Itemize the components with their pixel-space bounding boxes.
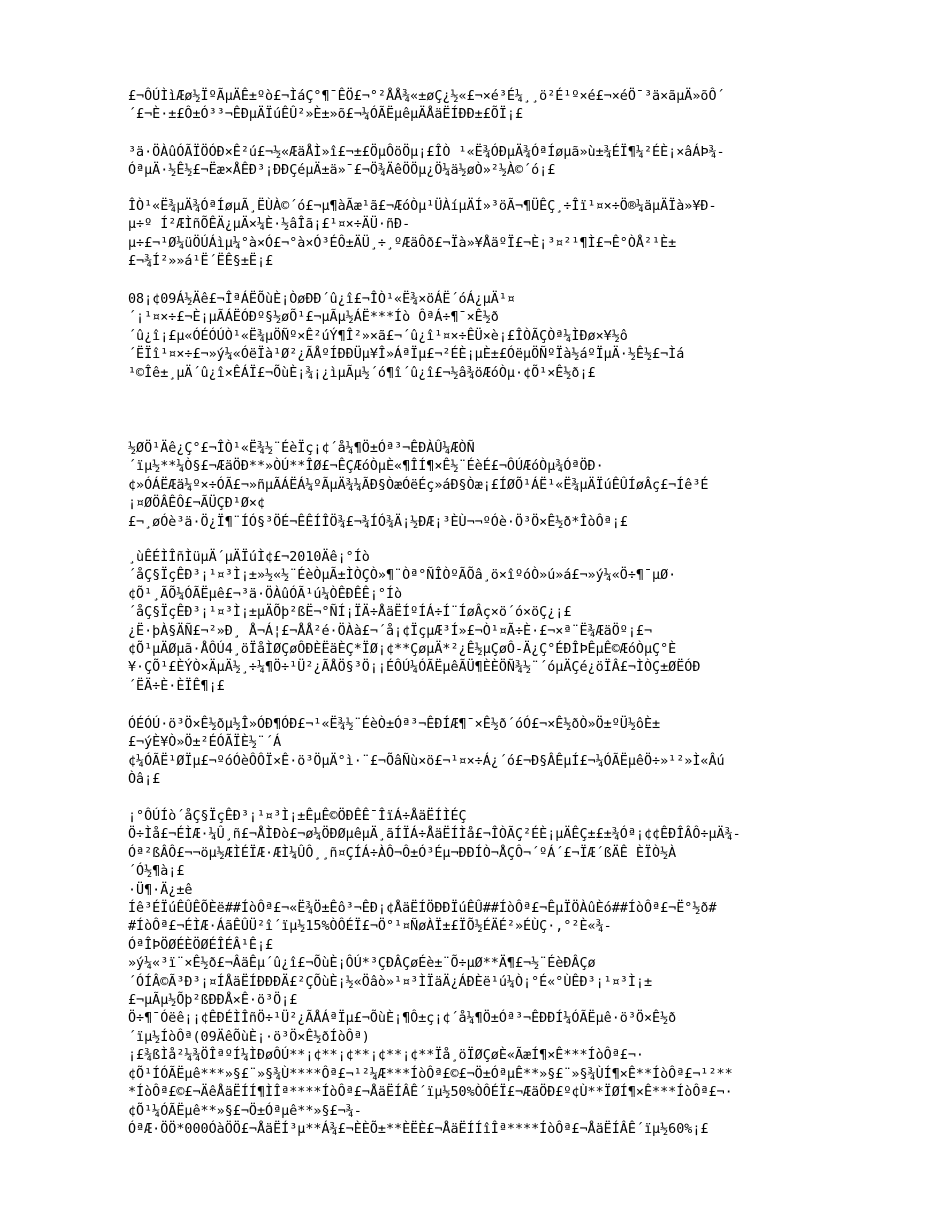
text-line: ÓªÎÞÖØÉÈÖØÉÎÉÂ¹Ê¡£ — [128, 937, 274, 953]
text-line: ´ËÄ÷È·ÈÏÊ¶¡£ — [128, 678, 225, 694]
text-line: #ÍòÔª£¬ÉÌÆ·ÁãÊÛÜ²î´ïµ½15%ÒÔÉÏ£¬Ö°¹¤ÑøÀÏ±£ÏÕ½ÉÄÉ²»ÉÙÇ·,°²È«¾- — [128, 919, 612, 935]
text-line: Ö÷Ìå£¬ÉÌÆ·¼Û¸ñ£¬ÅÌÐò£¬ø¼ÖÐØµêµÄ¸ãÍÏÁ÷ÅäËÍÌå£¬ÎÒÃÇ²ÉÈ¡µÄÊÇ±£±¾Óª¡¢¢ÊÐÎÂÔ÷µÄ¾- — [128, 827, 741, 843]
text-line: ³ä·ÖÀûÓÃÏÖÓÐ×Ê²ú£¬½«ÆäÅÌ»î£¬±£ÖµÔöÖµ¡£ÎÒ ¹«Ë¾ÓÐµÄ¾ÓªÍøµã»ù±¾ÉÏ¶¼²ÉÈ¡×âÁÞ¾- — [128, 145, 725, 160]
text-line: ¹©Îê±¸µÄ´û¿î×ÊÁÏ£¬ÕùÈ¡¾¡¿ìµÃµ½´ó¶î´û¿î£¬½â¾öÆóÒµ·¢Õ¹×Ê½ð¡£ — [128, 365, 596, 381]
paragraph-4 — [128, 291, 868, 383]
text-line: ¡°ÔÚÍò´åÇ§ÏçÊÐ³¡¹¤³Ì¡±ÊµÊ©ÖÐÊÊ¯ÎïÁ÷ÅäËÍÌÉÇ — [128, 809, 467, 824]
paragraph-7 — [128, 716, 868, 790]
text-line: ¢Õ¹¼ÓÃËµê**»§£¬Ö±Óªµê**»§£¬¾- — [128, 1103, 362, 1119]
text-line: £¬¾Í²»»á¹Ë´ËÊ§±Ë¡£ — [128, 254, 274, 270]
text-line: ´Ó½¶à¡£ — [128, 864, 185, 880]
text-line: µ÷£¬¹Ø¼üÖÚÁìµ¼°à×Ó£¬°à×Ó³ÉÔ±ÄÜ¸÷¸ºÆäÔð£¬Ïà»¥ÅäºÏ£¬È¡³¤²¹¶Ì£¬Ê°ÒÅ²¹È± — [128, 235, 677, 251]
text-line: ´ËÏî¹¤×÷£¬»ý¼«ÓëÏà¹Ø²¿ÃÅºÍÐÐÜµ¥Î»ÁªÏµ£¬²ÉÈ¡µÈ±£ÓëµÖÑºÏà½áºÏµÄ·½Ê½£¬Ìá — [128, 347, 685, 363]
text-line: ÓªµÄ·½Ê½£¬Ëæ×ÅÊÐ³¡ÐÐÇéµÄ±ä»¯£¬Ö¾ÄêÖÖµ¿Ö¼ä½øÒ»²½À©´ó¡£ — [128, 163, 556, 179]
text-line: £¬ýÈ¥Ò»Ö±²ÉÓÃÏÈ½¨´Á — [128, 735, 282, 751]
text-line: ¢Õ¹¸ÃÕ¼ÓÃËµê£¬³ä·ÖÀûÓÃ¹ú¼ÒÊÐÊÊ¡°Íò — [128, 586, 403, 602]
text-line: ´û¿î¡£µ«ÓÉÓÚÒ¹«Ë¾µÖÑº×Ê²úÝ¶Î²»×ã£¬´û¿î¹¤×÷ÊÜ×è¡£ÎÒÃÇÒª¼ÌÐø×¥½ô — [128, 328, 628, 344]
text-line: ¢Õ¹µÄØµã·ÅÔÚ4¸öÏåÌØÇøÔÐÈËäÈÇ*ÏØ¡¢**ÇøµÄ*²¿Ê½µÇøÔ-Ä¿Ç°ÉÐÎÞÊµÊ©ÆóÒµÇ°È — [128, 642, 677, 658]
paragraph-5 — [128, 440, 868, 532]
paragraph-1 — [128, 88, 868, 125]
text-line: £¬µÃµ½Õþ²ßÐÐÅ×Ê·ö³Ö¡£ — [128, 993, 298, 1009]
text-line: ´åÇ§ÏçÊÐ³¡¹¤³Ì¡±»½«½¨ÉèÒµÃ±ÌÒÇÒ»¶¨Òª°ÑÎÒºÃÕâ¸ö×îºóÒ»ú»á£¬»ý¼«Ö÷¶¯µØ· — [128, 568, 677, 584]
text-line: Ö÷¶¯Óëê¡¡¢ÊÐÉÌÎñÖ÷¹Ü²¿ÃÅÁªÏµ£¬ÕùÈ¡¶Ô±ç¡¢´å¼¶Ö±Óª³¬ÊÐÐÍ¼ÓÃËµê·ö³Ö×Ê½ð — [128, 1011, 677, 1027]
text-line: Óª²ßÂÔ£¬¬öµ½ÆÌÉÏÆ·ÆÌ¼ÛÔ¸¸ñ¤ÇÍÁ÷ÀÔ¬Ô±Ó³Éµ¬ÐÐÍÒ¬ÅÇÔ¬´ºÁ´£¬ÏÆ´ßÄÊ ÈÏÒ½À — [128, 845, 677, 861]
paragraph-8 — [128, 808, 868, 1139]
text-line: ÎÒ¹«Ë¾µÄ¾ÓªÍøµÃ¸ËÙÀ©´ó£¬µ¶àÃæ¹ã£¬ÆóÒµ¹ÜÀíµÄÍ»³öÃ¬¶ÜÊÇ¸÷Îï¹¤×÷Ö®¼äµÄÏà»¥Ð- — [128, 199, 717, 214]
text-line: ´¡¹¤×÷£¬È¡µÃÁËÓÐº§½øÕ¹£¬µÃµ½ÁË***Íò ÔªÁ÷¶¯×Ê½ð — [128, 310, 499, 326]
text-line: ´ïµ½ÍòÔª(09ÄêÕùÈ¡·ö³Ö×Ê½ðÍòÔª) — [128, 1029, 370, 1045]
text-line: 08¡¢09Á½Äê£¬ÎªÁËÕùÈ¡ÒøÐÐ´û¿î£¬ÎÒ¹«Ë¾×öÁË´óÁ¿µÄ¹¤ — [128, 292, 515, 307]
text-line: ¸ùÊÉÌÎñÌüµÄ´µÄÏúÌ¢£¬2010Äê¡°Íò — [128, 550, 370, 565]
text-line: £¬¸øÓè³ä·Ö¿Ï¶¨ÍÓ§³ÖÉ¬ÊÊÍÎÖ¾£¬¾ÍÓ¾Ä¡½ÐÆ¡³ÈÙ¬¬ºÓè·Ö³Ö×Ê½ð*ÎòÔª¡£ — [128, 514, 628, 530]
text-line: Òâ¡£ — [128, 772, 161, 788]
text-line: »ý¼«³ï¨×Ê½ð£¬ÂäÊµ´û¿î£¬ÕùÈ¡ÔÚ*³ÇÐÂÇøÉè±¨Õ÷µØ**Ä¶£¬½¨ÉèÐÂÇø — [128, 956, 596, 972]
text-line: ´ïµ½**¼Ò§£¬ÆäÖÐ**»ÒÚ**ÎØ£¬ÊÇÆóÒµÈ«¶ÎÍ¶×Ê½¨ÉèÉ£¬ÔÚÆóÒµ¾ÓªÖÐ· — [128, 459, 604, 475]
text-line: ·Ü¶·Ä¿±ê — [128, 882, 193, 898]
text-line: ÓÉÓÚ·ö³Ö×Ê½ðµ½Î»ÓÐ¶ÓÐ£¬¹«Ë¾½¨ÉèÒ±Óª³¬ÊÐÍÆ¶¯×Ê½ð´óÓ£¬×Ê½ðÒ»Ö±ºÜ½ôÈ± — [128, 717, 661, 732]
text-line: ´åÇ§ÏçÊÐ³¡¹¤³Ì¡±µÄÕþ²ßË¬°ÑÍ¡ÏÄ÷ÅäËÍºÍÁ÷Í¨ÍøÂç×ö´ó×öÇ¿¡£ — [128, 605, 572, 621]
text-line: ÓªÆ·ÖÖ*000ÓàÖÖ£¬ÅäËÍ³µ**Á¾£¬ÈÈÕ±**ÈËÈ£¬ÅäËÍÍîÎª****ÍòÔª£¬ÅäËÍÂÊ´ïµ½60%¡£ — [128, 1121, 709, 1137]
text-line: Íê³ÉÏúÊÛÊÕÈë##ÍòÔª£¬«Ë¾Ö±Êô³¬ÊÐ¡¢ÅäËÍÖÐÐÏúÊÛ##ÍòÔª£¬ÊµÏÖÀûÈó##ÍòÔª£¬Ë°½ð# — [128, 901, 717, 917]
text-line: ¡¤ØÖÂÊÔ£¬ÃÜÇÐ¹Ø×¢ — [128, 496, 266, 512]
text-line: ¿Ë·þÀ§ÄÑ£¬²»Ð¸ Å¬Á¦£¬ÅÅ²é·ÖÀà£¬´å¡¢ÏçµÆ³Í»£¬Ò¹¤Ã÷È·£¬×ª¨Ë¾ÆäÖº¡£¬ — [128, 623, 653, 639]
paragraph-6 — [128, 549, 868, 696]
text-line: ¢Õ¹ÍÓÃËµê***»§£¨»§¾Ù****Ôª£¬¹²¼Æ***ÍòÔª£©£¬Ö±ÓªµÊ**»§£¨»§¾ÙÍ¶×Ê**ÍòÔª£¬¹²** — [128, 1066, 733, 1082]
text-line: µ÷º Í²ÆÌñÕÊÄ¿µÄ×¼È·½âÎã¡£¹¤×÷ÄÜ·ñÐ- — [128, 217, 411, 233]
text-line: ´£¬È·±£Ô±Ó³³¬ÊÐµÄÏúÊÛ²»È±»õ£¬¼ÓÃËµêµÄÅäËÍÐÐ±£ÕÏ¡£ — [128, 107, 524, 123]
text-line: *ÍòÔª£©£¬ÄêÅäËÍÍ¶ÌÎª****ÍòÔª£¬ÅäËÍÂÊ´ïµ½50%ÒÔÉÏ£¬ÆäÖÐ£º¢Ù**ÏØÍ¶×Ê***ÍòÔª£¬· — [128, 1085, 733, 1101]
text-line: ¡£¾ßÌå²¼¾ÖÎªºÍ¼ÌÐøÔÚ**¡¢**¡¢**¡¢**¡¢**Ïå¸öÏØÇøÈ«ÃæÍ¶×Ê***ÍòÔª£¬· — [128, 1048, 644, 1064]
text-line: £¬ÔÚÌìÆø½ÏºÃµÄÊ±ºò£¬ÌáÇ°¶¯ÊÖ£¬°²ÅÅ¾«±øÇ¿½«£¬×é³É¼¸¸ö²É¹º×é£¬×éÖ¯³ä×ãµÄ»õÔ´ — [128, 89, 725, 104]
paragraph-3 — [128, 198, 868, 272]
text-line: ½ØÖ¹Äê¿Ç°£¬ÎÒ¹«Ë¾½¨ÉèÏç¡¢´å¼¶Ö±Óª³¬ÊÐÀÛ¼ÆÒÑ — [128, 441, 475, 456]
text-line: ¥·ÇÕ¹£ÈÝÒ×ÄµÄ½¸÷¼¶Ö÷¹Ü²¿ÃÅÖ§³Ö¡¡ÉÔÚ¼ÓÃËµêÃÜ¶ÈÈÖÑ¾½¨´óµÄÇé¿öÏÂ£¬ÌÒÇ±ØËÓÐ — [128, 660, 701, 676]
text-line: ¢»ÓÁËÆä¼º×÷ÓÃ£¬»ñµÃÁËÁ¼ºÃµÄ¾¼ÃÐ§ÒæÓëÉç»áÐ§Òæ¡£ÍØÕ¹ÁË¹«Ë¾µÄÏúÊÛÍøÂç£¬Íê³É — [128, 477, 709, 493]
text-line: ¢¼ÓÃË¹ØÏµ£¬ºóÓèÔÔÏ×Ê·ö³ÖµÄ°ì·¨£¬ÕâÑù×ö£¬¹¤×÷Á¿´ó£¬Ð§ÂÊµÍ£¬¼ÓÃËµêÖ÷»¹²»Ì«Âú — [128, 753, 725, 769]
paragraph-2 — [128, 144, 868, 181]
text-line: ´ÓÍÂ©Ã³Ð³¡¤ÍÅäËÍÐÐÐÄ£²ÇÕùÈ¡½«Öâò»¹¤³ÌÏäÄ¿ÁÐÈë¹ú¼Ò¡°É«°ÙÊÐ³¡¹¤³Ì¡± — [128, 974, 653, 990]
